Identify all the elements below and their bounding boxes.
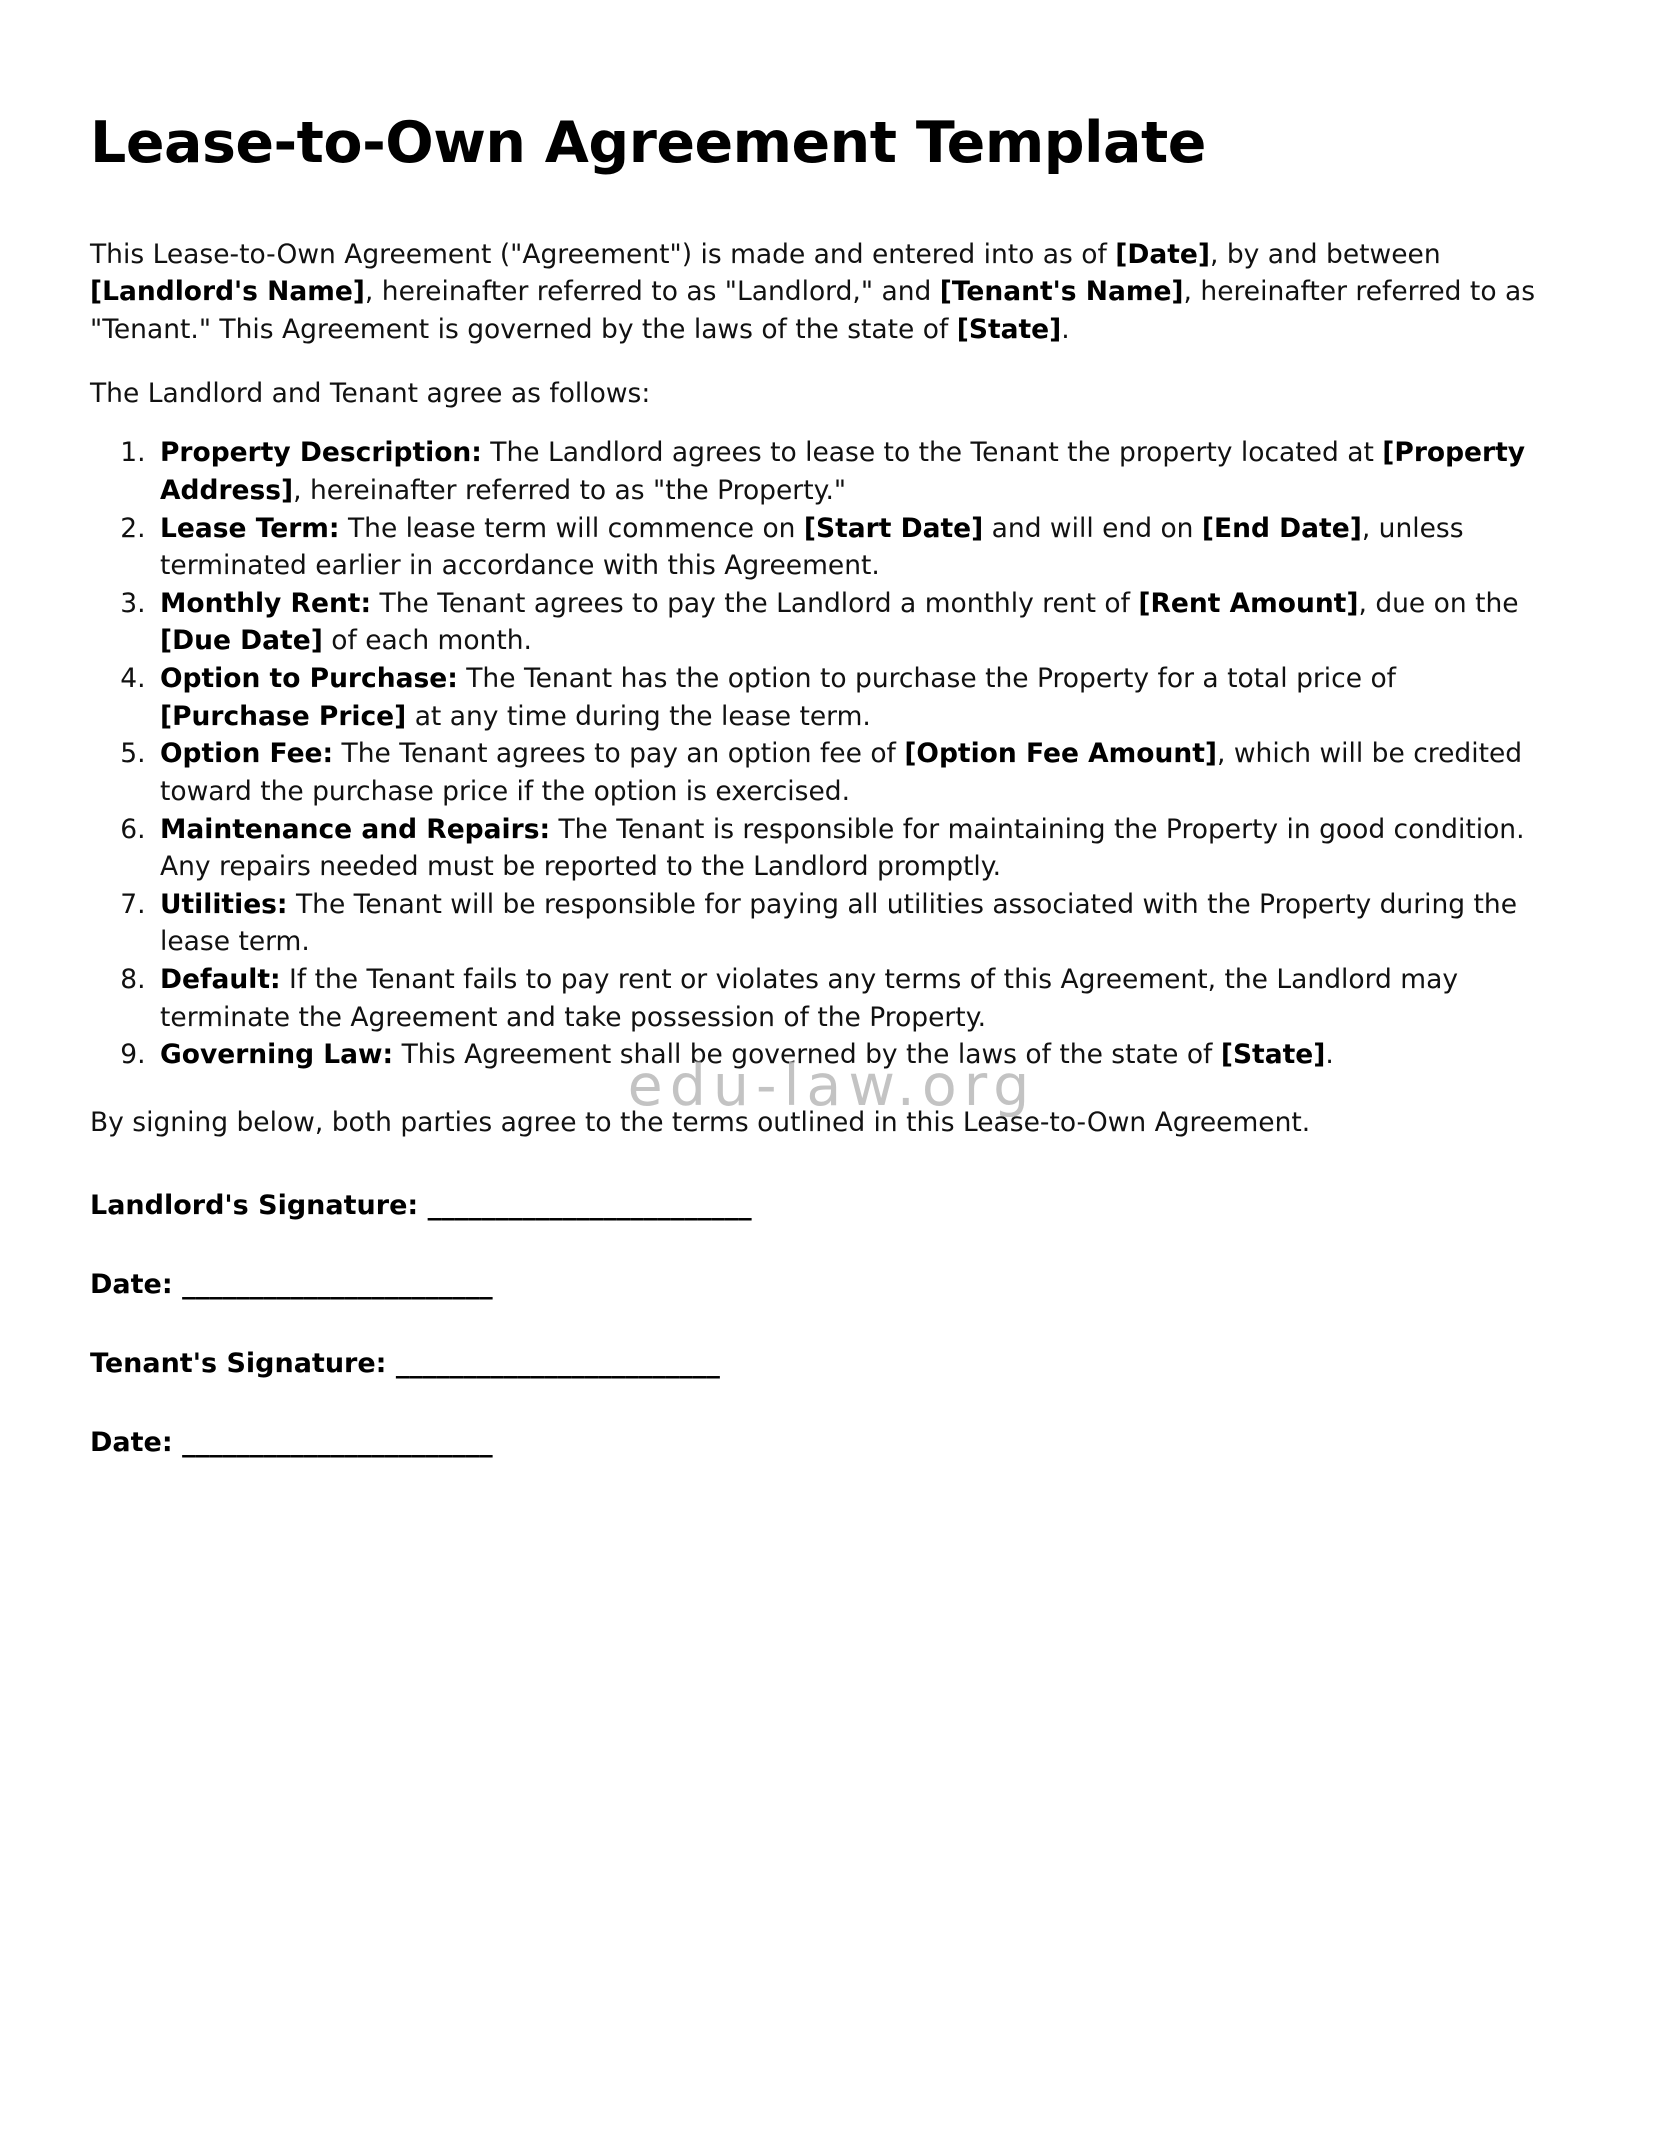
terms-list-item: 8. Default: If the Tenant fails to pay rent or violates any terms of this Agreement, the Landlord may terminate the Agreement and take possession of the Property. [154,961,1542,1036]
closing-paragraph: By signing below, both parties agree to the terms outlined in this Lease-to-Own Agreement. [90,1106,1311,1138]
signature-label: Tenant's Signature: [90,1347,396,1379]
terms-list-item: 6. Maintenance and Repairs: The Tenant is responsible for maintaining the Property in good condition. Any repairs needed must be reported to the Landlord promptly. [154,811,1542,886]
terms-list-item: 3. Monthly Rent: The Tenant agrees to pay the Landlord a monthly rent of [Rent Amount], due on the [Due Date] of each month. [154,585,1542,660]
site-watermark: edu-law.org [627,1053,1037,1119]
intro-paragraph: This Lease-to-Own Agreement ("Agreement") is made and entered into as of [Date], by and between [Landlord's Name], hereinafter referred to as "Landlord," and [Tenant's Name], hereinafter referred to as "Tenant." This Agreement is governed by the laws of the state of [State]. [90,238,1535,346]
terms-list-item: 7. Utilities: The Tenant will be responsible for paying all utilities associated with the Property during the lease term. [154,886,1542,961]
signature-label: Date: [90,1426,183,1458]
terms-list-item: 1. Property Description: The Landlord agrees to lease to the Tenant the property located at [Property Address], hereinafter referred to as "the Property." [154,434,1542,509]
terms-list-item: 2. Lease Term: The lease term will commence on [Start Date] and will end on [End Date], unless terminated earlier in accordance with this Agreement. [154,510,1542,585]
terms-list [90,434,1542,1074]
lead-in-paragraph: The Landlord and Tenant agree as follows: [90,377,651,409]
signature-line [90,1188,1542,1223]
signature-line [90,1346,1542,1381]
signature-label: Date: [90,1268,183,1300]
signature-line [90,1425,1542,1460]
signature-blank[interactable]: _______________________ [182,1268,493,1300]
terms-list-item: 5. Option Fee: The Tenant agrees to pay an option fee of [Option Fee Amount], which will be credited toward the purchase price if the option is exercised. [154,735,1542,810]
signature-line [90,1267,1542,1302]
signature-blank[interactable]: ________________________ [427,1189,752,1221]
signature-blank[interactable]: ________________________ [395,1347,720,1379]
signature-blank[interactable]: _______________________ [182,1426,493,1458]
terms-list-item: 4. Option to Purchase: The Tenant has the option to purchase the Property for a total price of [Purchase Price] at any time during the lease term. [154,660,1542,735]
terms-list-item: 9. Governing Law: This Agreement shall be governed by the laws of the state of [State]. [154,1036,1542,1074]
signature-block [90,1188,1542,1460]
page-title: Lease-to-Own Agreement Template [90,110,1206,176]
signature-label: Landlord's Signature: [90,1189,428,1221]
